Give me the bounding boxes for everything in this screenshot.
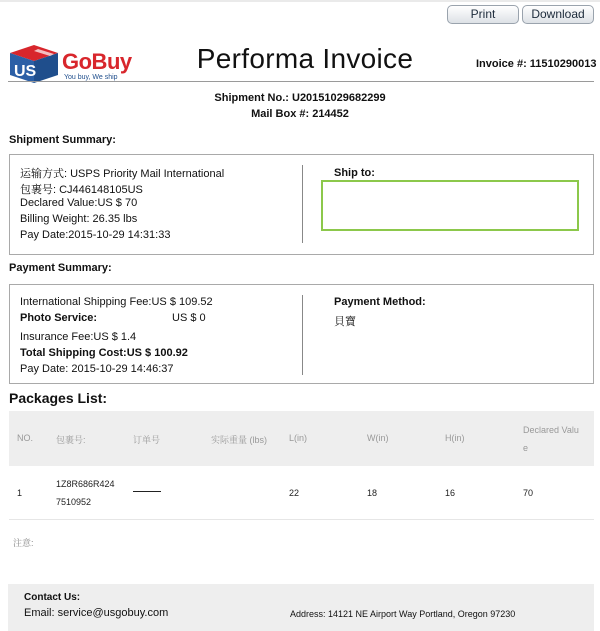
cell-width: 18 — [367, 488, 378, 498]
table-header — [9, 411, 594, 466]
column-header-weight: 实际重量 (lbs) — [211, 435, 267, 445]
brand-name: GoBuy — [62, 49, 132, 74]
order-no-dash — [133, 491, 161, 492]
cell-package-id: 1Z8R686R424 — [56, 479, 115, 489]
shipment-summary-label: Shipment Summary: — [9, 134, 116, 146]
brand-tagline: You buy, We ship — [64, 74, 118, 81]
cell-height: 16 — [445, 488, 456, 498]
column-header-declared-value: Declared Valu — [523, 425, 579, 435]
mailbox-number: Mail Box #: 214452 — [251, 108, 349, 120]
intl-shipping-fee: International Shipping Fee:US $ 109.52 — [20, 296, 213, 308]
package-number: 包裹号: CJ446148105US — [20, 184, 143, 196]
column-header-package-id: 包裹号: — [56, 435, 86, 445]
logo-letters: US — [14, 63, 37, 80]
cell-length: 22 — [289, 488, 300, 498]
cell-package-id-wrap: 7510952 — [56, 497, 92, 507]
payment-summary-label: Payment Summary: — [9, 262, 112, 274]
shipping-box-icon — [8, 43, 64, 85]
shipment-summary-box — [9, 154, 594, 255]
column-divider — [302, 295, 303, 375]
payment-pay-date: Pay Date: 2015-10-29 14:46:37 — [20, 363, 174, 375]
download-button[interactable]: Download — [522, 5, 594, 24]
page-title: Performa Invoice — [196, 43, 414, 74]
column-header-declared-value-wrap: e — [523, 443, 529, 453]
payment-method-value: 貝寶 — [334, 316, 356, 328]
packages-list-title: Packages List: — [9, 390, 108, 406]
shipping-method: 运输方式: USPS Priority Mail International — [20, 168, 225, 180]
column-header-order-no: 订单号 — [133, 435, 161, 445]
cell-declared-value: 70 — [523, 488, 534, 498]
column-header-length: L(in) — [289, 433, 308, 443]
ship-to-field[interactable] — [321, 180, 579, 231]
top-border — [0, 0, 600, 2]
header-divider — [8, 81, 594, 82]
footer — [8, 584, 594, 631]
pay-date: Pay Date:2015-10-29 14:31:33 — [20, 229, 171, 241]
column-header-height: H(in) — [445, 433, 465, 443]
contact-address: Address: 14121 NE Airport Way Portland, Oregon 97230 — [290, 609, 516, 619]
photo-service-value: US $ 0 — [172, 312, 206, 324]
billing-weight: Billing Weight: 26.35 lbs — [20, 213, 138, 225]
column-divider — [302, 165, 303, 243]
table-row — [9, 466, 594, 520]
shipment-number: Shipment No.: U20151029682299 — [214, 92, 386, 104]
payment-method-label: Payment Method: — [334, 296, 426, 308]
column-header-width: W(in) — [367, 433, 389, 443]
ship-to-label: Ship to: — [334, 167, 375, 179]
total-shipping-cost: Total Shipping Cost:US $ 100.92 — [20, 347, 188, 359]
column-header-no: NO. — [17, 433, 34, 443]
cell-no: 1 — [17, 488, 23, 498]
contact-label: Contact Us: — [24, 592, 81, 603]
payment-summary-box — [9, 284, 594, 384]
print-button[interactable]: Print — [447, 5, 519, 24]
declared-value: Declared Value:US $ 70 — [20, 197, 138, 209]
invoice-number: Invoice #: 11510290013 — [476, 58, 597, 70]
note-label: 注意: — [13, 538, 34, 548]
contact-email[interactable]: Email: service@usgobuy.com — [24, 607, 169, 619]
photo-service-label: Photo Service: — [20, 312, 98, 324]
insurance-fee: Insurance Fee:US $ 1.4 — [20, 331, 137, 343]
gobuy-logo — [8, 43, 143, 85]
